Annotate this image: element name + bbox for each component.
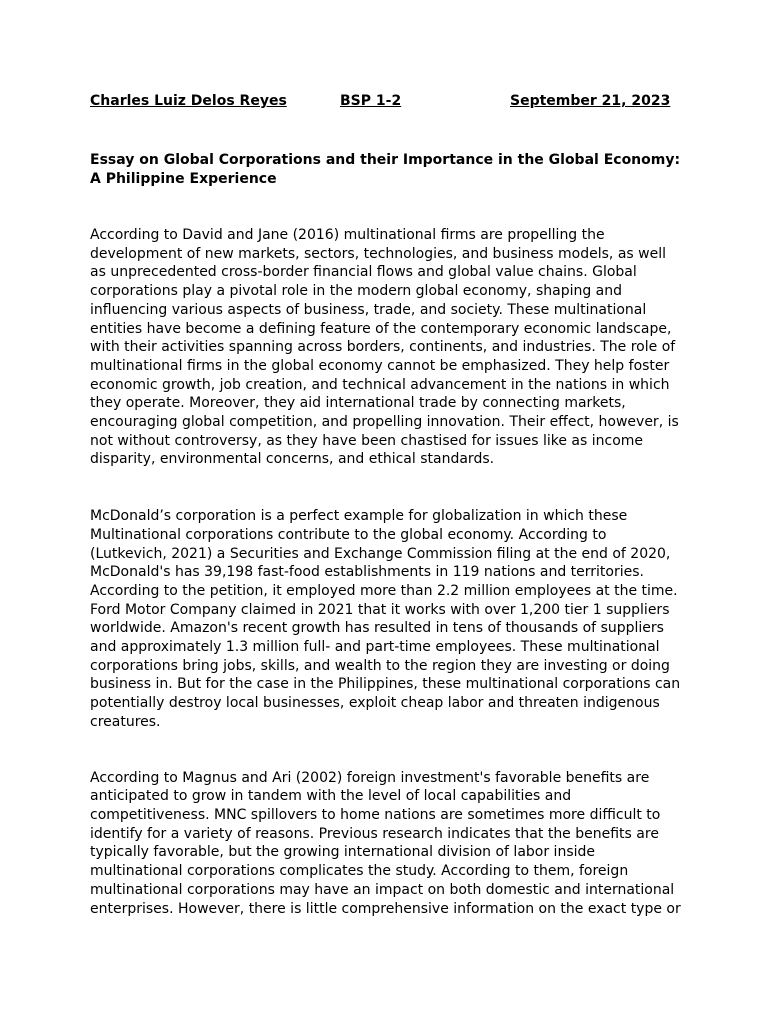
paragraph-3 — [90, 769, 690, 919]
paragraph-2 — [90, 507, 690, 731]
title-line: Essay on Global Corporations and their Importance in the Global Economy: — [90, 152, 681, 168]
text-line: According to the petition, it employed more than 2.2 million employees at the time. — [90, 582, 678, 599]
text-line: creatures. — [90, 713, 161, 730]
text-line: anticipated to grow in tandem with the level of local capabilities and — [90, 788, 572, 805]
text-line: encouraging global competition, and propelling innovation. Their effect, however, is — [90, 414, 679, 431]
text-line: enterprises. However, there is little comprehensive information on the exact type or — [90, 900, 681, 917]
text-line: multinational corporations complicates the study. According to them, foreign — [90, 863, 629, 880]
text-line: corporations bring jobs, skills, and wealth to the region they are investing or doing — [90, 657, 670, 674]
text-line: worldwide. Amazon's recent growth has resulted in tens of thousands of suppliers — [90, 620, 664, 637]
text-line: corporations play a pivotal role in the modern global economy, shaping and — [90, 283, 623, 300]
essay-title — [90, 151, 690, 189]
text-line: development of new markets, sectors, technologies, and business models, as well — [90, 245, 666, 262]
document-date: September 21, 2023 — [510, 93, 671, 109]
paragraph-1 — [90, 226, 690, 469]
text-line: business in. But for the case in the Philippines, these multinational corporations can — [90, 676, 681, 693]
text-line: with their activities spanning across borders, continents, and industries. The role of — [90, 339, 676, 356]
text-line: Multinational corporations contribute to the global economy. According to — [90, 526, 607, 543]
text-line: identify for a variety of reasons. Previous research indicates that the benefits are — [90, 825, 659, 842]
text-line: Ford Motor Company claimed in 2021 that it works with over 1,200 tier 1 suppliers — [90, 601, 670, 618]
text-line: entities have become a defining feature of the contemporary economic landscape, — [90, 320, 672, 337]
text-line: multinational firms in the global economy cannot be emphasized. They help foster — [90, 357, 670, 374]
text-line: multinational corporations may have an impact on both domestic and international — [90, 881, 675, 898]
title-line: A Philippine Experience — [90, 171, 277, 187]
course-section: BSP 1-2 — [340, 93, 402, 109]
author-name: Charles Luiz Delos Reyes — [90, 93, 287, 109]
text-line: disparity, environmental concerns, and ethical standards. — [90, 451, 495, 468]
text-line: influencing various aspects of business, trade, and society. These multinational — [90, 301, 647, 318]
text-line: competitiveness. MNC spillovers to home nations are sometimes more difficult to — [90, 806, 661, 823]
document-header — [90, 93, 690, 113]
text-line: not without controversy, as they have been chastised for issues like as income — [90, 432, 644, 449]
text-line: potentially destroy local businesses, exploit cheap labor and threaten indigenous — [90, 695, 660, 712]
text-line: economic growth, job creation, and technical advancement in the nations in which — [90, 376, 670, 393]
text-line: they operate. Moreover, they aid international trade by connecting markets, — [90, 395, 626, 412]
document-page — [90, 93, 690, 918]
text-line: According to David and Jane (2016) multinational firms are propelling the — [90, 227, 605, 243]
text-line: (Lutkevich, 2021) a Securities and Exchange Commission filing at the end of 2020, — [90, 545, 671, 562]
text-line: McDonald’s corporation is a perfect example for globalization in which these — [90, 508, 628, 525]
text-line: as unprecedented cross-border financial flows and global value chains. Global — [90, 264, 637, 281]
text-line: typically favorable, but the growing international division of labor inside — [90, 844, 596, 861]
text-line: and approximately 1.3 million full- and part-time employees. These multinational — [90, 639, 660, 656]
text-line: According to Magnus and Ari (2002) foreign investment's favorable benefits are — [90, 769, 650, 786]
text-line: McDonald's has 39,198 fast-food establishments in 119 nations and territories. — [90, 564, 644, 581]
